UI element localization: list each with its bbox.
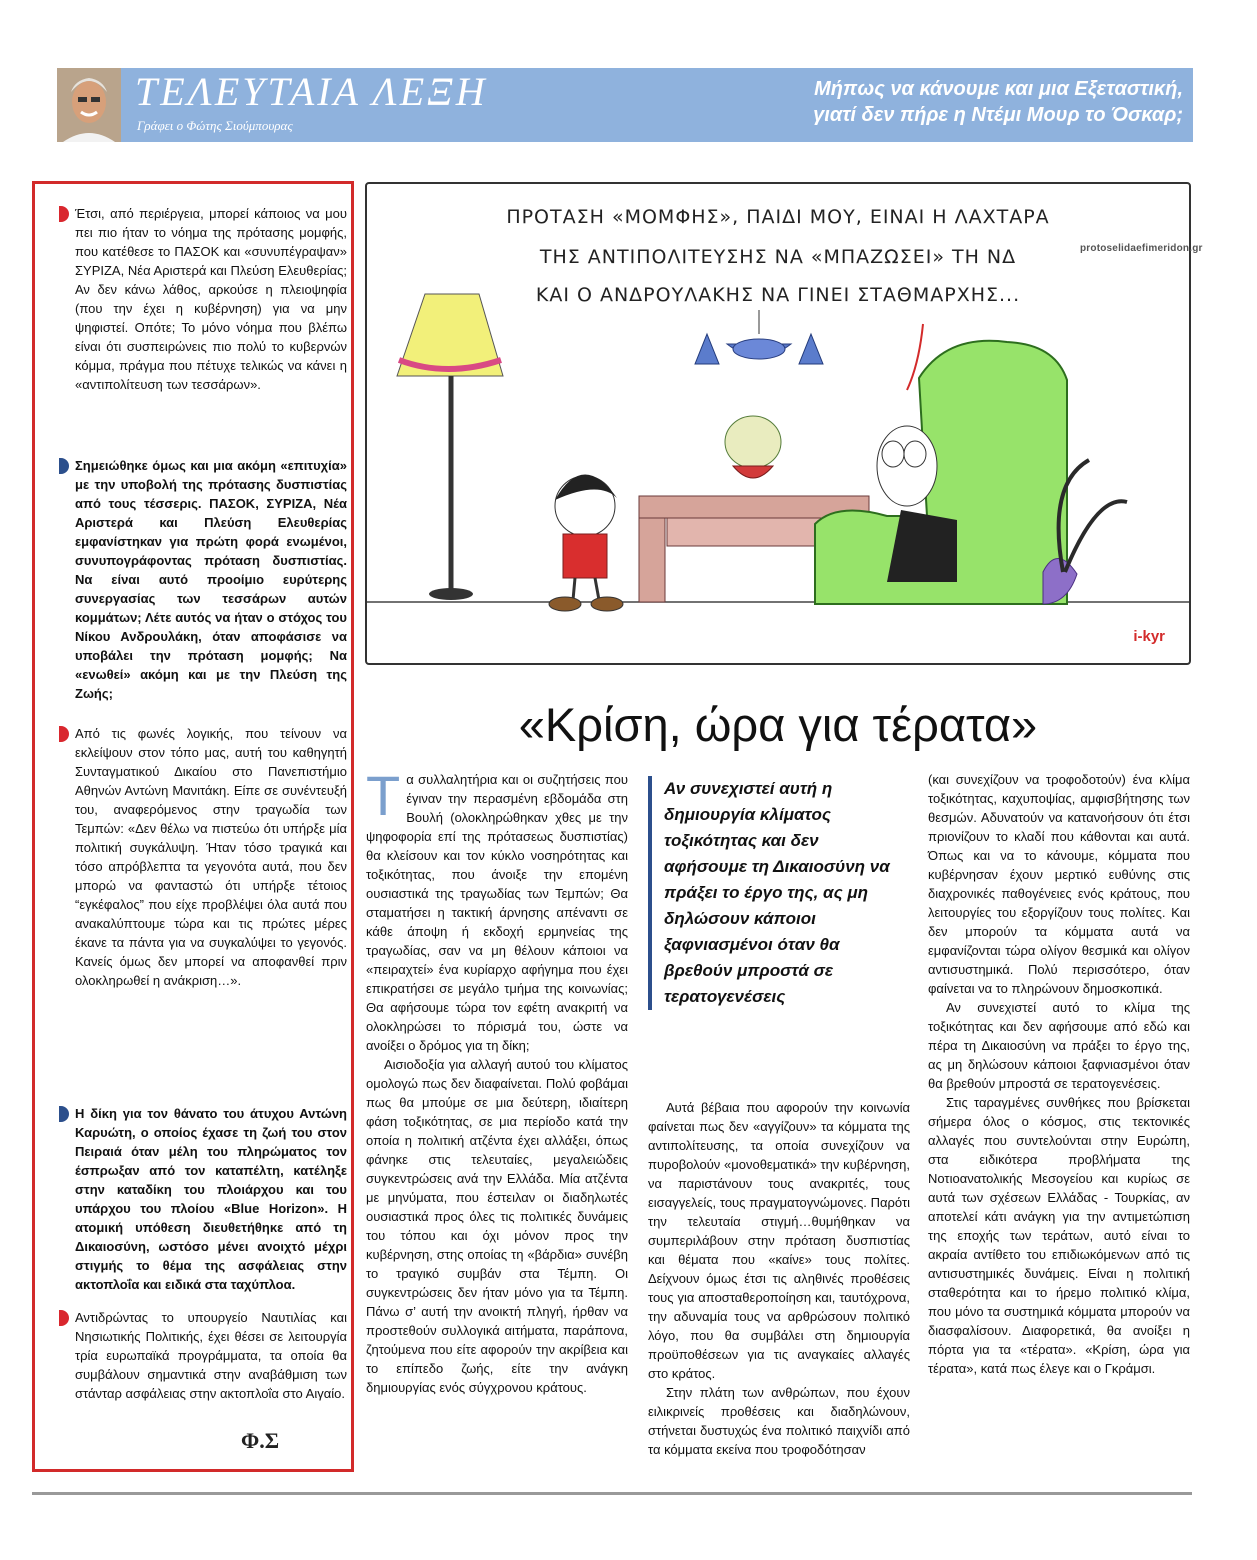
drop-cap: Τ <box>366 764 401 827</box>
article-paragraph: Τα συλλαλητήρια και οι συζητήσεις που έγιναν την περασμένη εβδομάδα στη Βουλή (ολοκληρώθηκαν χθες με την ψηφοφορία επί της πρότασεως δυσπιστίας) θα κλείσουν και τον κύκλο νοσηρότητας και τοξικότητας, που άνοιξε την επομένη ουσιαστικά της τραγωδίας των Τεμπών; Θα σταματήσει η τακτική άρνησης απέναντι σε κάθε άποψη ή εκδοχή ερμηνείας της τραγωδίας, σαν να μη θέλουν κάποιοι να «πειραχτεί» ένα κυρίαρχο αφήγημα που έχει επικρατήσει σε μεγάλο τμήμα της κοινωνίας; Θα αφήσουμε τώρα τον εφέτη ανακριτή να ολοκληρώσει το πόρισμά του, ώστε να ανοίξει ο δρόμος για τη δίκη; <box>366 764 628 1053</box>
headline-line: Μήπως να κάνουμε και μια Εξεταστική, <box>814 78 1183 100</box>
sidebar-paragraph: Σημειώθηκε όμως και μια ακόμη «επιτυχία» με την υποβολή της πρότασης δυσπιστίας από τους τέσσερις. ΠΑΣΟΚ, ΣΥΡΙΖΑ, Νέα Αριστερά και Πλεύση Ελευθερίας εμφανίστηκαν για πρώτη φορά ενωμένοι, συνυπογράφοντας πρόταση δυσπιστίας. Να είναι αυτό προοίμιο ευρύτερης συνεργασίας των τεσσάρων αυτών κομμάτων; Λέτε αυτός να ήταν ο στόχος του Νίκου Ανδρουλάκη, όταν αποφάσισε να υποβάλει την πρόταση μομφής; Να «ενωθεί» ακόμη και με την Πλεύση της Ζωής; <box>75 456 347 703</box>
cartoon-signature: i-kyr <box>1133 628 1165 645</box>
header-headline <box>813 76 1183 128</box>
article-column <box>648 1098 910 1459</box>
article-paragraph: Στις ταραγμένες συνθήκες που βρίσκεται σήμερα όλος ο κόσμος, στις τεκτονικές αλλαγές που συντελούνται στην Ευρώπη, στα ειδικότερα προβλήματα της Νοτιοανατολικής Μεσογείου και κυρίως σε αυτά των σχέσεων Ελλάδας - Τουρκίας, αν αποτελεί κάτι ανάγκη για την αντιμετώπιση της εποχής των τεράτων, αυτό είναι το ακραία αντίθετο του επιδιωκόμενων από τις αντισυστημικές δυνάμεις. Είναι η πολιτική σταθερότητα και το ήρεμο πολιτικό κλίμα, που μόνο τα συστημικά κόμματα μπορούν να διασφαλίσουν. Διαφορετικά, θα ανοίξει η πόρτα για τα «τέρατα». «Κρίση, ώρα για τέρατα», κατά πως έλεγε και ο Γκράμσι. <box>928 1095 1190 1376</box>
sidebar-paragraph: Αντιδρώντας το υπουργείο Ναυτιλίας και Νησιωτικής Πολιτικής, έχει θέσει σε λειτουργία τρία ευρωπαϊκά προγράμματα, τα οποία θα συμβάλουν σημαντικά στην αναβάθμιση των στάνταρ ασφάλειας στην ακτοπλοΐα στο Αιγαίο. <box>75 1308 347 1403</box>
article-paragraph: (και συνεχίζουν να τροφοδοτούν) ένα κλίμα τοξικότητας, καχυποψίας, αμφισβήτησης των θεσμών. Αδυνατούν να κατανοήσουν ότι έτσι πριονίζουν το κλαδί που κάθονται και αυτά. Όπως και να το κάνουμε, κόμματα που κυβέρνησαν έχουν μερτικό ευθύνης στις διαχρονικές παθογένειες ενός κράτους, που λειτουργίες του εξοργίζουν τους πολίτες. Και δεν μπορούν τα κόμματα αυτά να εμφανίζονται τώρα ολίγον θεσμικά και ολίγον αντισυστημικά. Πολύ περισσότερο, όταν φαίνεται να το πληρώνουν δημοσκοπικά. <box>928 772 1190 996</box>
cartoon-caption-line: ΤΗΣ ΑΝΤΙΠΟΛΙΤΕΥΣΗΣ ΝΑ «ΜΠΑΖΩΣΕΙ» ΤΗ ΝΔ <box>539 246 1017 268</box>
headline-line: γιατί δεν πήρε η Ντέμι Μουρ το Όσκαρ; <box>813 104 1183 126</box>
byline: Γράφει ο Φώτης Σιούμπουρας <box>137 118 293 133</box>
sidebar-notes <box>32 181 354 1472</box>
sidebar-paragraph: Έτσι, από περιέργεια, μπορεί κάποιος να μου πει πιο ήταν το νόημα της πρότασης μομφής, που κατέθεσε το ΠΑΣΟΚ και «συνυπέγραψαν» ΣΥΡΙΖΑ, Νέα Αριστερά και Πλεύση Ελευθερίας; Αν δεν κάνω λάθος, αρκούσε η πλειοψηφία (που την έχει η κυβέρνηση) για να μην ψηφιστεί. Οπότε; Το μόνο νόημα που βλέπω είναι ότι συσπειρώνεις πιο πολύ το κυβερνών κόμμα, πράγμα που πέτυχε τελικώς να κάνει η «αντιπολίτευση των τεσσάρων». <box>75 204 347 394</box>
column-title: ΤΕΛΕΥΤΑΙΑ ΛΕΞΗ <box>135 69 488 114</box>
article-paragraph: Αυτά βέβαια που αφορούν την κοινωνία φαίνεται πως δεν «αγγίζουν» τα κόμματα της αντιπολίτευσης, τα οποία συνεχίζουν να πυροβολούν «μονοθεματικά» την κυβέρνηση, να παριστάνουν τους ανακριτές, τους εισαγγελείς, τους πραγματογνώμονες. Παρότι την τελευταία στιγμή…θυμήθηκαν να συμπεριλάβουν στην πρόταση δυσπιστίας και θέματα που «καίνε» τους πολίτες. Δείχνουν όμως έτσι τις αληθινές προθέσεις τους για αποσταθεροποίηση και, ταυτόχρονα, την αδυναμία τους να αρθρώσουν πολιτικό λόγο, που θα συμβάλει στη δημιουργία προϋποθέσεων για τις αναγκαίες αλλαγές στο κράτος. <box>648 1100 910 1381</box>
sidebar-paragraph: Από τις φωνές λογικής, που τείνουν να εκλείψουν στον τόπο μας, αυτή του καθηγητή Συνταγματικού Δικαίου στο Πανεπιστήμιο Αθηνών Αντώνη Μανιτάκη. Είπε σε συνέντευξή του, αναφερόμενος στην τραγωδία των Τεμπών: «Δεν θέλω να πιστεύω ότι υπήρξε μία πολιτική συγκάλυψη. Ήταν τόσο τραγικά και τόσο απρόβλεπτα τα γεγονότα αυτά, που δεν μπορώ να φανταστώ ότι υπήρξε τέτοιος “εγκέφαλος” που είχε προβλέψει όλα αυτά που ανακαλύπτουμε τώρα και τις πρώτες μέρες έκανε τα πάντα για να συγκαλύψει το γεγονός. Κανείς όμως δεν μπορεί να αποφανθεί πριν ολοκληρωθεί η ανάκριση…». <box>75 724 347 990</box>
bullet-marker <box>59 726 69 742</box>
cartoon-caption-line: ΠΡΟΤΑΣΗ «ΜΟΜΦΗΣ», ΠΑΙΔΙ ΜΟΥ, ΕΙΝΑΙ Η ΛΑΧΤΑΡΑ <box>506 206 1050 228</box>
article-column <box>366 764 628 1397</box>
bullet-marker <box>59 206 69 222</box>
bullet-marker <box>59 1310 69 1326</box>
footer-rule <box>32 1492 1192 1495</box>
cartoon-caption-line: ΚΑΙ Ο ΑΝΔΡΟΥΛΑΚΗΣ ΝΑ ΓΙΝΕΙ ΣΤΑΘΜΑΡΧΗΣ... <box>535 284 1021 306</box>
author-photo <box>57 68 121 142</box>
watermark: protoselidaefimeridon.gr <box>1080 243 1203 254</box>
cartoon-panel <box>365 182 1191 665</box>
cartoon-drawing <box>367 184 1191 665</box>
article-column <box>928 770 1190 1378</box>
column-header <box>57 68 1193 142</box>
sidebar-signature: Φ.Σ <box>235 1428 285 1454</box>
bullet-marker <box>59 1106 69 1122</box>
bullet-marker <box>59 458 69 474</box>
article-paragraph: Αν συνεχιστεί αυτό το κλίμα της τοξικότητας και δεν αφήσουμε από εδώ και πέρα τη Δικαιοσύνη να πράξει το έργο της, ας μη δηλώσουν κάποιοι ξαφνιασμένοι όταν θα βρεθούν μπροστά σε τερατογενέσεις. <box>928 1000 1190 1091</box>
article-paragraph: Στην πλάτη των ανθρώπων, που έχουν ειλικρινείς προθέσεις και διαδηλώνουν, στήνεται δυστυχώς ένα πολιτικό παιχνίδι από τα κόμματα εκείνα που τροφοδότησαν <box>648 1385 910 1457</box>
pull-quote: Αν συνεχιστεί αυτή η δημιουργία κλίματος τοξικότητας και δεν αφήσουμε τη Δικαιοσύνη να πράξει το έργο της, ας μη δηλώσουν κάποιοι ξαφνιασμένοι όταν θα βρεθούν μπροστά σε τερατογενέσεις <box>648 776 898 1010</box>
sidebar-paragraph: Η δίκη για τον θάνατο του άτυχου Αντώνη Καρυώτη, ο οποίος έχασε τη ζωή του στον Πειραιά όταν μέλη του πληρώματος τον έσπρωξαν από τον καταπέλτη, κατέληξε στην καταδίκη του πλοιάρχου και του υπάρχου του πλοίου «Blue Horizon». Η ατομική υπόθεση διευθετήθηκε από τη Δικαιοσύνη, ωστόσο μένει ανοιχτό μέχρι στιγμής το θέμα της ασφάλειας στην ακτοπλοΐα και ειδικά στα ταχύπλοα. <box>75 1104 347 1294</box>
article-paragraph: Αισιοδοξία για αλλαγή αυτού του κλίματος ομολογώ πως δεν διαφαίνεται. Πολύ φοβάμαι πως θα μπούμε σε μια δεύτερη, ιδιαίτερη φάση τοξικότητας, σε μια περίοδο κατά την οποία η πολιτική ατζέντα έχει αλλάξει, όπως φάνηκε στις τελευταίες, μεγαλειώδεις συγκεντρώσεις ανά την Ελλάδα. Μία ατζέντα με μηνύματα, που έστειλαν οι διαδηλωτές ουσιαστικά προς όλες τις πολιτικές δυνάμεις του τόπου και όχι μόνον προς την κυβέρνηση, στης οποίας τη «βάρδια» συνέβη το τραγικό συμβάν στα Τέμπη. Οι συγκεντρώσεις δεν ήταν μόνο για τα Τέμπη. Πάνω σ’ αυτή την ανοικτή πληγή, ήρθαν να προστεθούν συλλογικά αιτήματα, παράπονα, ζητούμενα που είτε αφορούν την ακρίβεια και το επίπεδο ζωής, είτε την ανάγκη δημιουργίας ενός σύγχρονου κράτους. <box>366 1057 628 1395</box>
article-title: «Κρίση, ώρα για τέρατα» <box>518 698 1038 751</box>
